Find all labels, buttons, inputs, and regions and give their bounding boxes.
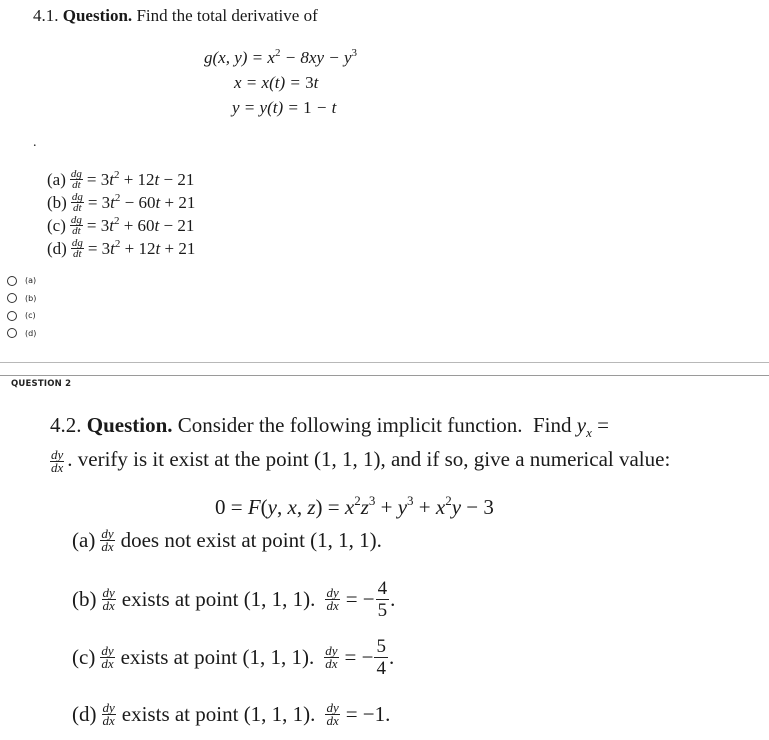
q2-option-a: (a) $\frac{dy}{dx}$ does not exist at point (1, 1, 1). [72,526,382,554]
equation-y: y = y(t) = 1 − t [232,98,337,117]
q2-option-c: (c) $\frac{dy}{dx}$ exists at point (1, 1, 1). $\frac{dy}{dx}$ = − $\frac{5}{4}$ . [72,636,395,679]
question-1-options [47,168,195,260]
radio-circle-icon[interactable] [7,328,17,338]
q1-option-c-rhs: = $3t^2 + 60t - 21$ [86,215,195,235]
fraction-value: $\frac{5}{4}$ [376,636,386,679]
fraction-dy-dx: $\frac{dy}{dx}$ [102,700,115,728]
question-2-prompt: 4.2. Question. Consider the following implicit function. Find $y_x$ = $\frac{dy}{dx}$ . verify is it exist at the point (1, 1, 1), and if so, give a numerical value: [50,413,671,475]
equation-x: x = x(t) = 3t [234,73,319,92]
question-2-equation: 0 = F(y, x, $z) = x^2z^3 + y^3 + x^2y - 3$ [215,493,494,519]
fraction-dg-dt: $\frac{dg}{dt}$ [71,191,83,214]
question-1-heading: Question. [62,6,133,25]
radio-option-d[interactable]: (d) [7,325,36,343]
question-1-prompt: Find the total derivative of [136,6,318,25]
radio-option-c[interactable]: (c) [7,307,36,325]
q1-option-d-rhs: = $3t^2 + 12t + 21$ [87,238,196,258]
radio-option-a[interactable]: (a) [7,272,36,290]
q1-option-b-rhs: = $3t^2 - 60t + 21$ [87,192,196,212]
fraction-dg-dt: $\frac{dg}{dt}$ [71,237,83,260]
equation-g: g(x, $y) = x^2 - 8xy - y^3$ [204,47,358,67]
q1-option-a-rhs: = $3t^2 + 12t - 21$ [86,169,195,189]
radio-circle-icon[interactable] [7,311,17,321]
fraction-dy-dx: $\frac{dy}{dx}$ [101,643,114,671]
fraction-value: $\frac{4}{5}$ [377,578,388,621]
q2-option-d: (d) $\frac{dy}{dx}$ exists at point (1, 1, 1). $\frac{dy}{dx}$ = −1. [72,700,391,728]
q2-prompt-text: Consider the following implicit function. Find $y_x$ = [177,413,609,441]
radio-option-b[interactable]: (b) [7,290,36,308]
question-1-title [33,6,318,26]
question-1-answer-radios [7,272,36,342]
q2-prompt-continuation: . verify is it exist at the point (1, 1, 1), and if so, give a numerical value: [67,447,671,472]
radio-circle-icon[interactable] [7,276,17,286]
question-2-section-label: QUESTION 2 [11,379,72,389]
q1-option-d: (d) $\frac{dg}{dt}$ = $3t^2 + 12t + 21$ [47,237,196,260]
q2-option-b: (b) $\frac{dy}{dx}$ exists at point (1, 1, 1). $\frac{dy}{dx}$ = − $\frac{4}{5}$ . [72,578,396,621]
fraction-dg-dt: $\frac{dg}{dt}$ [70,214,82,237]
fraction-dy-dx: $\frac{dy}{dx}$ [51,446,64,475]
q1-option-b: (b) $\frac{dg}{dt}$ = $3t^2 - 60t + 21$ [47,191,196,214]
fraction-dg-dt: $\frac{dg}{dt}$ [70,168,82,191]
separator-dot: . [33,135,37,150]
q1-option-a: (a) $\frac{dg}{dt}$ = $3t^2 + 12t - 21$ [47,168,195,191]
fraction-dy-dx: $\frac{dy}{dx}$ [326,700,339,728]
q1-option-c: (c) $\frac{dg}{dt}$ = $3t^2 + 60t - 21$ [47,214,195,237]
fraction-dy-dx: $\frac{dy}{dx}$ [101,526,114,554]
radio-circle-icon[interactable] [7,293,17,303]
divider [0,362,769,363]
divider [0,375,769,376]
fraction-dy-dx: $\frac{dy}{dx}$ [102,585,115,613]
fraction-dy-dx: $\frac{dy}{dx}$ [326,585,339,613]
question-1-number: 4.1. [33,6,59,25]
fraction-dy-dx: $\frac{dy}{dx}$ [325,643,338,671]
